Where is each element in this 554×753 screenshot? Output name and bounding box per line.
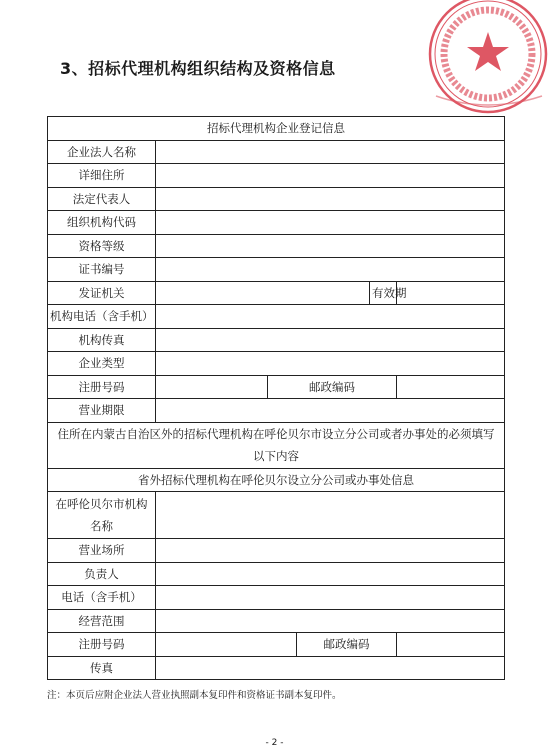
- branch-premises-label: 营业场所: [48, 539, 156, 563]
- branch-manager-value[interactable]: [156, 562, 505, 586]
- company-seal: [426, 4, 554, 114]
- branch-org-name-value[interactable]: [156, 492, 505, 539]
- branch-postcode-value[interactable]: [397, 633, 505, 657]
- company-type-value[interactable]: [156, 352, 505, 376]
- registration-table: [47, 116, 505, 680]
- org-code-value[interactable]: [156, 211, 505, 235]
- fax-label: 机构传真: [48, 328, 156, 352]
- branch-fax-label: 传真: [48, 656, 156, 680]
- company-type-label: 企业类型: [48, 352, 156, 376]
- reg-no-label: 注册号码: [48, 375, 156, 399]
- qualification-value[interactable]: [156, 234, 505, 258]
- issuer-value[interactable]: [156, 281, 370, 305]
- fax-value[interactable]: [156, 328, 505, 352]
- cert-no-value[interactable]: [156, 258, 505, 282]
- branch-reg-no-value[interactable]: [156, 633, 297, 657]
- address-value[interactable]: [156, 164, 505, 188]
- footnote: 注：本页后应附企业法人营业执照副本复印件和资格证书副本复印件。: [47, 690, 342, 701]
- org-code-label: 组织机构代码: [48, 211, 156, 235]
- reg-no-value[interactable]: [156, 375, 268, 399]
- qualification-label: 资格等级: [48, 234, 156, 258]
- page-number: - 2 -: [265, 738, 284, 748]
- legal-name-label: 企业法人名称: [48, 140, 156, 164]
- phone-label: 机构电话（含手机）: [48, 305, 156, 329]
- branch-section-title: 省外招标代理机构在呼伦贝尔设立分公司或办事处信息: [48, 468, 505, 492]
- validity-label: 有效期: [370, 281, 397, 305]
- branch-manager-label: 负责人: [48, 562, 156, 586]
- branch-scope-value[interactable]: [156, 609, 505, 633]
- table-title: 招标代理机构企业登记信息: [48, 117, 505, 141]
- branch-phone-value[interactable]: [156, 586, 505, 610]
- branch-scope-label: 经营范围: [48, 609, 156, 633]
- representative-value[interactable]: [156, 187, 505, 211]
- branch-org-name-label: 在呼伦贝尔市机构名称: [48, 492, 156, 539]
- notice-text: 住所在内蒙古自治区外的招标代理机构在呼伦贝尔市设立分公司或者办事处的必须填写以下内容: [48, 422, 505, 468]
- business-term-label: 营业期限: [48, 399, 156, 423]
- postcode-value[interactable]: [397, 375, 505, 399]
- section-heading: 3、招标代理机构组织结构及资格信息: [60, 59, 336, 78]
- branch-postcode-label: 邮政编码: [297, 633, 397, 657]
- phone-value[interactable]: [156, 305, 505, 329]
- branch-premises-value[interactable]: [156, 539, 505, 563]
- branch-reg-no-label: 注册号码: [48, 633, 156, 657]
- business-term-value[interactable]: [156, 399, 505, 423]
- issuer-label: 发证机关: [48, 281, 156, 305]
- branch-phone-label: 电话（含手机）: [48, 586, 156, 610]
- postcode-label: 邮政编码: [268, 375, 397, 399]
- representative-label: 法定代表人: [48, 187, 156, 211]
- address-label: 详细住所: [48, 164, 156, 188]
- cert-no-label: 证书编号: [48, 258, 156, 282]
- validity-value[interactable]: [397, 281, 505, 305]
- branch-fax-value[interactable]: [156, 656, 505, 680]
- legal-name-value[interactable]: [156, 140, 505, 164]
